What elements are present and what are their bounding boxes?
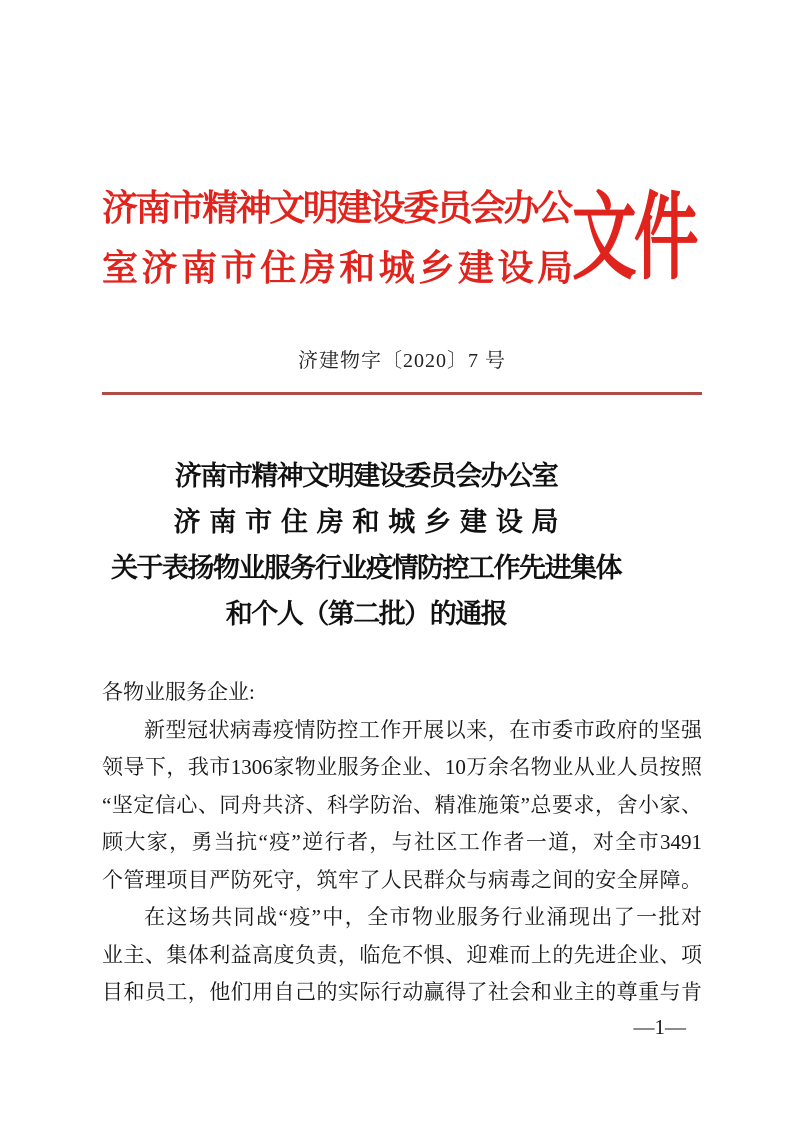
title-line-1: 济南市精神文明建设委员会办公室 (174, 461, 558, 491)
document-number: 济建物字〔2020〕7 号 (298, 350, 506, 372)
body-paragraph-2 (102, 899, 702, 1012)
document-title (102, 453, 702, 637)
page-number: —1— (633, 1014, 686, 1039)
page-footer (102, 1014, 702, 1040)
body-text-line: 新型冠状病毒疫情防控工作开展以来，在市委市政府的坚强 (144, 717, 702, 742)
body-text-line: 在这场共同战“疫”中，全市物业服务行业涌现出了一批对 (144, 905, 702, 929)
body-text-line: “坚定信心、同舟共济、科学防治、精准施策”总要求，舍小家、 (102, 792, 702, 817)
title-line-3: 关于表扬物业服务行业疫情防控工作先进集体 (111, 553, 621, 583)
org-name-line-1: 济南市精神文明建设委员会办公 (102, 188, 570, 228)
body-text-line: 领导下，我市1306家物业服务企业、10万余名物业从业人员按照 (102, 755, 702, 779)
body-text-line: 顾大家，勇当抗“疫”逆行者，与社区工作者一道，对全市3491 (102, 830, 702, 854)
body-text-line: 个管理项目严防死守，筑牢了人民群众与病毒之间的安全屏障。 (102, 867, 702, 892)
body-text-line: 目和员工，他们用自己的实际行动赢得了社会和业主的尊重与肯 (102, 980, 702, 1004)
red-letterhead (102, 178, 702, 298)
org-name-line-2: 室济南市住房和城乡建设局 (102, 248, 570, 288)
salutation: 各物业服务企业: (102, 680, 255, 704)
title-line-4: 和个人（第二批）的通报 (225, 599, 507, 629)
red-divider-line (102, 392, 702, 395)
issuing-org-names (102, 178, 570, 298)
title-line-2-text: 济南市住房和城乡建设局 (173, 507, 559, 537)
document-type-label: 文件 (572, 184, 696, 291)
body-text-line: 业主、集体利益高度负责，临危不惧、迎难而上的先进企业、项 (102, 942, 702, 967)
body-paragraph-1 (102, 712, 702, 900)
title-line-2 (102, 499, 630, 545)
document-body (102, 674, 702, 1012)
